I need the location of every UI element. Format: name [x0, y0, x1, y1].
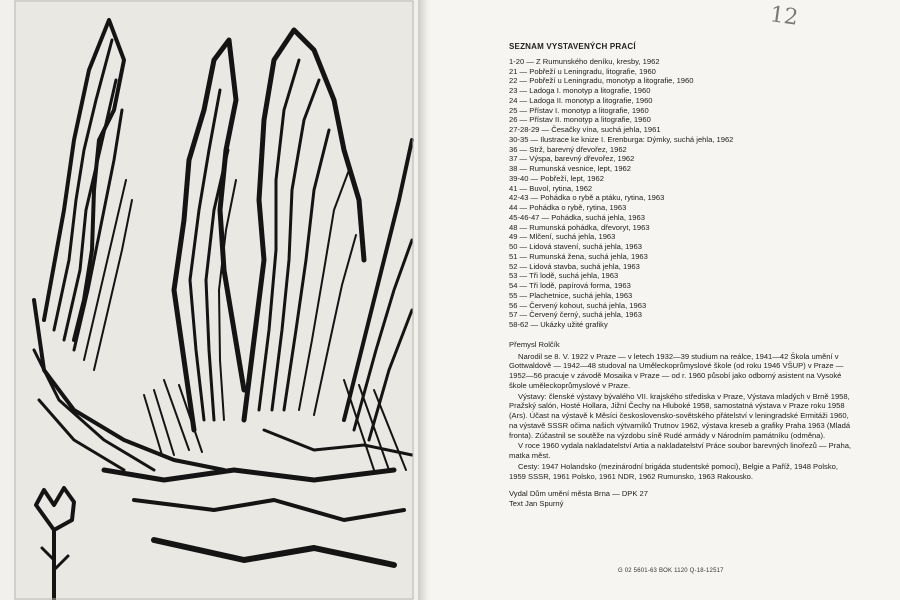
publisher-line: Vydal Dům umění města Brna — DPK 27	[509, 489, 648, 499]
list-item: 44 — Pohádka o rybě, rytina, 1963	[509, 203, 627, 212]
list-item: 49 — Mlčení, suchá jehla, 1963	[509, 232, 616, 242]
list-item: 22 — Pobřeží u Leningradu, monotyp a litografie, 1960	[509, 76, 694, 86]
list-item: 30-35 — Ilustrace ke knize I. Erenburga: Dýmky, suchá jehla, 1962	[509, 134, 734, 144]
list-item: 1-20 — Z Rumunského deníku, kresby, 1962	[509, 56, 660, 66]
handwritten-page-number: 12	[768, 2, 800, 31]
artwork-print	[14, 0, 414, 600]
list-item: 45-46-47 — Pohádka, suchá jehla, 1963	[509, 212, 645, 222]
list-item: 39-40 — Pobřeží, lept, 1962	[509, 173, 604, 183]
list-item: 25 — Přístav I. monotyp a litografie, 1960	[509, 105, 649, 115]
works-list	[509, 57, 854, 330]
list-item: 21 — Pobřeží u Leningradu, litografie, 1960	[509, 66, 656, 76]
artist-name: Přemysl Rolčík	[509, 339, 560, 349]
list-item: 56 — Červený kohout, suchá jehla, 1963	[509, 300, 647, 310]
list-item: 42-43 — Pohádka o rybě a ptáku, rytina, 1963	[509, 193, 665, 203]
list-item: 51 — Rumunská žena, suchá jehla, 1963	[509, 251, 648, 261]
list-item: 37 — Výspa, barevný dřevořez, 1962	[509, 154, 635, 164]
travels-paragraph: Cesty: 1947 Holandsko (mezinárodní brigáda studentské pomoci), Belgie a Paříž, 1948 Polsko, 1959 SSSR, 1961 Polsko, 1961 NDR, 1962 Rumunsko, 1963 Rakousko.	[509, 461, 838, 481]
list-item: 52 — Lidová stavba, suchá jehla, 1963	[509, 261, 640, 271]
list-item: 50 — Lidová stavení, suchá jehla, 1963	[509, 242, 642, 251]
list-item: 48 — Rumunská pohádka, dřevoryt, 1963	[509, 222, 650, 232]
list-item: 57 — Červený černý, suchá jehla, 1963	[509, 310, 642, 320]
list-item: 36 — Strž, barevný dřevořez, 1962	[509, 144, 627, 154]
list-item: 53 — Tři lodě, suchá jehla, 1963	[509, 271, 619, 281]
book-gutter	[418, 0, 432, 600]
publications-paragraph: V roce 1960 vydala nakladatelství Artia a nakladatelství Práce soubor barevných linořezů — Praha, matka měst.	[509, 441, 852, 460]
list-item: 26 — Přístav II. monotyp a litografie, 1960	[509, 115, 651, 125]
bio-paragraph: Narodil se 8. V. 1922 v Praze — v letech 1932—39 studium na reálce, 1941—42 Škola umění v Gottwaldově — 1942—48 studoval na Uměleckoprůmyslové škole (od roku 1946 VŠUP) v Praze — 1952—56 pracuje v závodě Mosaika v Praze — od r. 1960 působí jako odborný asistent na Vysoké škole uměleckoprůmyslové v Praze.	[509, 351, 844, 390]
author-credit: Text Jan Spurný	[509, 499, 564, 508]
list-item: 58-62 — Ukázky užité grafiky	[509, 320, 608, 329]
list-item: 38 — Rumunská vesnice, lept, 1962	[509, 164, 631, 173]
list-item: 55 — Plachetnice, suchá jehla, 1963	[509, 290, 633, 300]
catalog-code: G 02 5601-63 BOK 1120 Q-18-12517	[618, 568, 724, 574]
catalog-text	[509, 42, 854, 509]
artwork-illustration	[14, 0, 414, 600]
list-item: 23 — Ladoga I. monotyp a litografie, 1960	[509, 86, 651, 95]
exhibitions-paragraph: Výstavy: členské výstavy bývalého VII. krajského střediska v Praze, Výstava mladých v Brně 1958, Pražský salón, Hosté Hollara, Jižní Čechy na Hluboké 1958, samostatná výstava v Praze roku 1958 (Ars). Účast na výstavě k Měsíci československo-sovětského přátelství v leningradské Ermitáži 1960, na výstavě SSSR očima našich výtvarníků Trutnov 1962, výstava kreseb a grafiky Praha 1963 (Mladá fronta). Zúčastnil se soutěže na výzdobu síně Rudé armády v Národním památníku (odměna).	[509, 391, 851, 440]
list-item: 27-28-29 — Česačky vína, suchá jehla, 1961	[509, 125, 661, 134]
left-page	[0, 0, 418, 600]
works-list-heading: SEZNAM VYSTAVENÝCH PRACÍ	[509, 42, 636, 51]
list-item: 41 — Buvol, rytina, 1962	[509, 183, 593, 193]
list-item: 24 — Ladoga II. monotyp a litografie, 1960	[509, 95, 653, 105]
list-item: 54 — Tři lodě, papírová forma, 1963	[509, 281, 631, 290]
